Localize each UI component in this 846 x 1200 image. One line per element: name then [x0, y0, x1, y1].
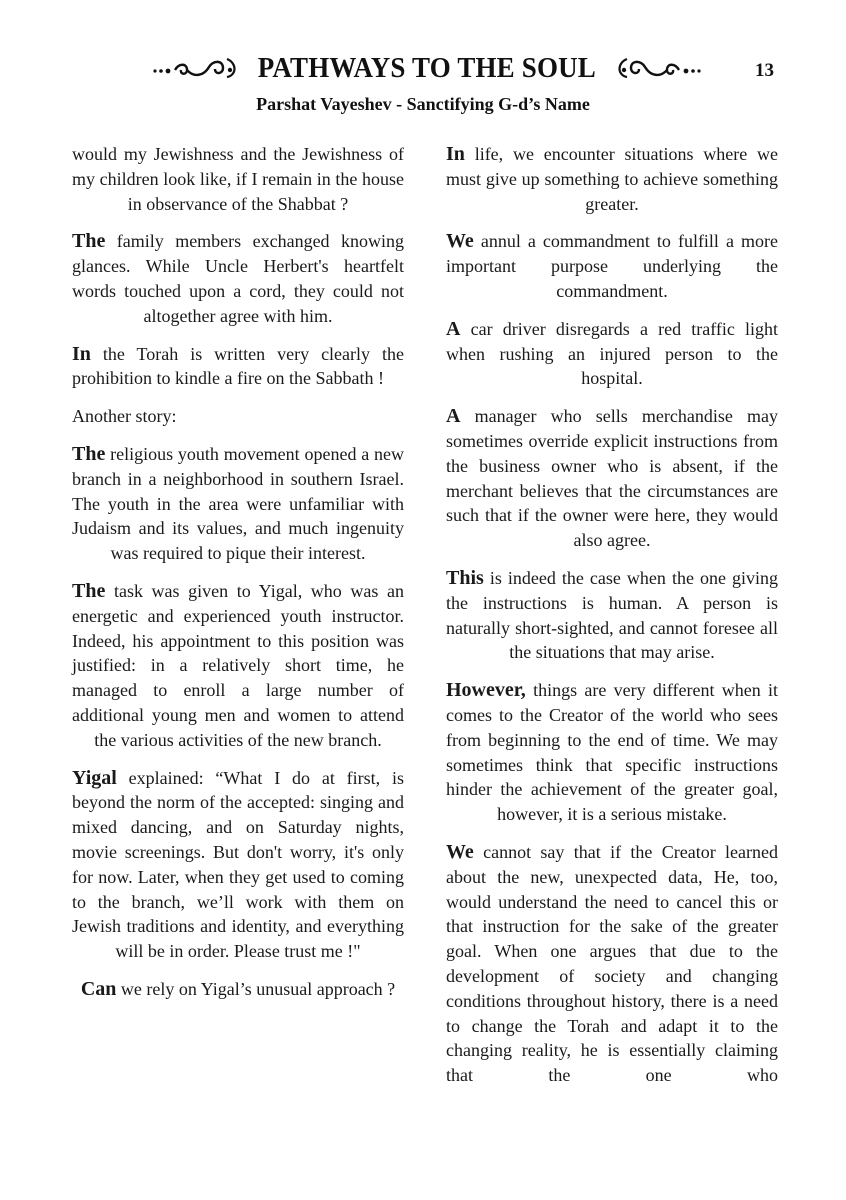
running-title: PATHWAYS TO THE SOUL [257, 51, 597, 84]
paragraph-text: cannot say that if the Creator learned about the new, unexpected data, He, too, would understand the need to cancel this or that instruction for the sake of the greater goal. When one argues that due to the development of society and changing conditions throughout history, there is a need to change the Torah and adapt it to the changing reality, he is essentially claiming that the one who [446, 841, 778, 1086]
paragraph-lead: The [72, 230, 106, 253]
paragraph-text: is indeed the case when the one giving the instructions is human. A person is naturally short-sighted, and cannot foresee all the situations that may arise. [446, 567, 778, 663]
paragraph [72, 229, 404, 328]
ornament-scroll-left-icon [151, 55, 239, 81]
paragraph [446, 404, 778, 553]
paragraph [446, 678, 778, 827]
paragraph [72, 766, 404, 964]
paragraph-lead: The [72, 442, 106, 465]
paragraph [72, 977, 404, 1002]
paragraph-text: task was given to Yigal, who was an energetic and experienced youth instructor. Indeed, his appointment to this position was justified: in a relatively short time, he managed to enroll a large number of additional young men and women to attend the various activities of the new branch. [72, 580, 404, 750]
paragraph-lead: A [446, 317, 461, 340]
paragraph-lead: However, [446, 679, 526, 702]
paragraph [72, 442, 404, 566]
paragraph-text: the Torah is written very clearly the prohibition to kindle a fire on the Sabbath ! [72, 343, 404, 389]
paragraph [446, 317, 778, 391]
paragraph [446, 142, 778, 216]
title-row [132, 48, 722, 88]
paragraph [72, 142, 404, 216]
paragraph-text: car driver disregards a red traffic light when rushing an injured person to the hospital. [446, 318, 778, 389]
ornament-scroll-right-icon [615, 55, 703, 81]
paragraph-text: would my Jewishness and the Jewishness of my children look like, if I remain in the house in observance of the Shabbat ? [72, 144, 404, 214]
left-column [72, 142, 404, 1015]
right-column [446, 142, 778, 1101]
paragraph-text: life, we encounter situations where we must give up something to achieve something greater. [446, 144, 778, 214]
paragraph-lead: In [72, 342, 91, 365]
paragraph-lead: A [446, 405, 461, 428]
paragraph-text: Another story: [72, 406, 177, 427]
paragraph-text: explained: “What I do at first, is beyond the norm of the accepted: singing and mixed dancing, and on Saturday nights, movie screenings. But don't worry, it's only for now. Later, when they get used to coming to the branch, we’ll work with them on Jewish traditions and identity, and everything will be in order. Please trust me !" [72, 767, 404, 962]
paragraph [72, 404, 404, 429]
paragraph [446, 229, 778, 303]
page-number: 13 [755, 60, 774, 81]
chapter-subtitle: Parshat Vayeshev - Sanctifying G-d’s Name [256, 94, 590, 114]
paragraph-lead: We [446, 230, 474, 253]
paragraph-lead: Yigal [72, 766, 117, 789]
paragraph-text: things are very different when it comes to the Creator of the world who sees from beginning to the end of time. We may sometimes think that specific instructions hinder the achievement of the greater goal, however, it is a serious mistake. [446, 680, 778, 825]
paragraph-text: annul a commandment to fulfill a more important purpose underlying the commandment. [446, 231, 778, 301]
page-header [0, 48, 846, 92]
paragraph-lead: We [446, 840, 474, 863]
paragraph [446, 566, 778, 665]
paragraph [72, 579, 404, 753]
paragraph-lead: Can [80, 977, 117, 1000]
paragraph-text: family members exchanged knowing glances. While Uncle Herbert's heartfelt words touched upon a cord, they could not altogether agree with him. [72, 231, 404, 326]
paragraph-lead: The [72, 579, 106, 602]
paragraph-lead: This [446, 566, 484, 589]
paragraph [72, 342, 404, 392]
paragraph-text: we rely on Yigal’s unusual approach ? [116, 978, 396, 999]
paragraph-lead: In [446, 143, 465, 165]
paragraph [446, 840, 778, 1088]
paragraph-text: manager who sells merchandise may sometimes override explicit instructions from the business owner who is absent, if the merchant believes that the circumstances are such that if the owner were here, they would also agree. [446, 406, 778, 551]
paragraph-text: religious youth movement opened a new branch in a neighborhood in southern Israel. The youth in the area were unfamiliar with Judaism and its values, and much ingenuity was required to pique their interest. [72, 443, 404, 564]
